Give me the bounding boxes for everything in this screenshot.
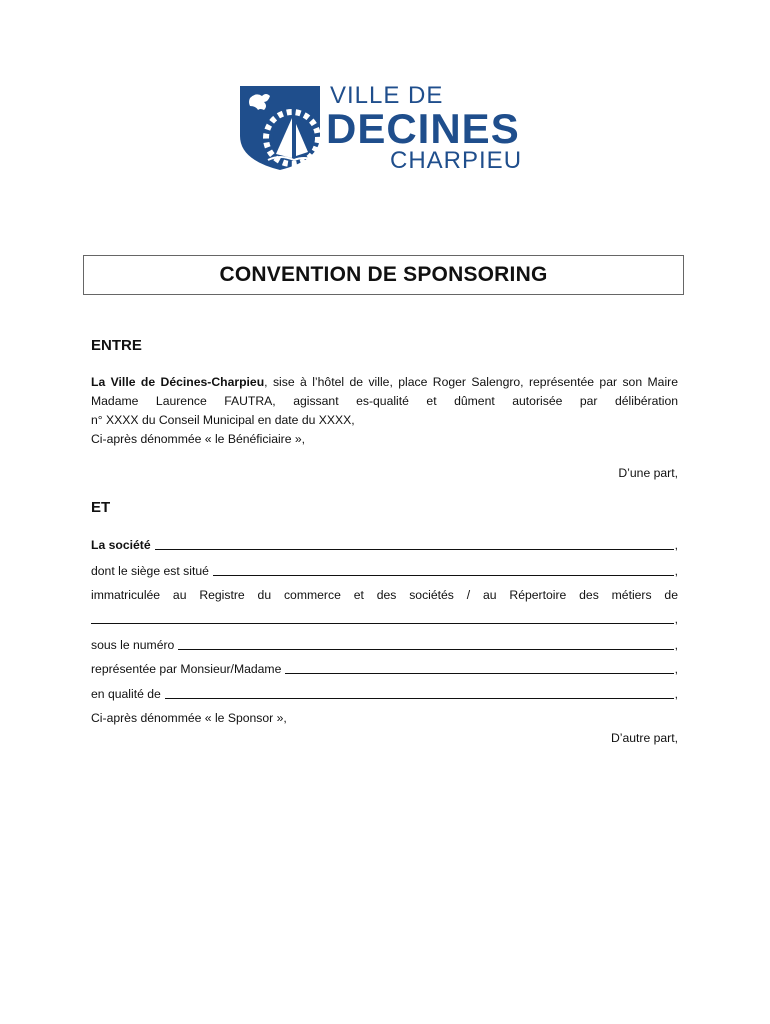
representee-line[interactable] [91, 661, 678, 677]
comma: , [674, 538, 678, 552]
societe-label: La société [91, 538, 151, 552]
et-closing: D’autre part, [610, 731, 678, 745]
immatriculee-blank[interactable] [91, 622, 674, 624]
comma: , [674, 687, 678, 701]
numero-line[interactable] [91, 637, 678, 653]
city-logo [238, 84, 538, 176]
qualite-label: en qualité de [91, 687, 161, 701]
logo-text-decines: DECINES [326, 105, 520, 152]
comma: , [674, 638, 678, 652]
comma: , [674, 564, 678, 578]
entre-line-1 [91, 373, 678, 392]
title-box [83, 255, 684, 295]
party-name: La Ville de Décines-Charpieu [91, 375, 265, 389]
siege-label: dont le siège est situé [91, 564, 209, 578]
entre-line-2: Madame Laurence FAUTRA, agissant es-qualité et dûment autorisée par délibération [91, 394, 678, 408]
heading-entre: ENTRE [91, 337, 142, 354]
siege-line[interactable] [91, 563, 678, 579]
comma: , [674, 612, 678, 626]
logo-text-charpieu: CHARPIEU [390, 147, 523, 174]
entre-line-3: n° XXXX du Conseil Municipal en date du XXXX, [91, 413, 355, 427]
siege-blank[interactable] [213, 574, 674, 576]
qualite-line[interactable] [91, 686, 678, 702]
societe-line[interactable] [91, 537, 678, 553]
numero-label: sous le numéro [91, 638, 175, 652]
representee-blank[interactable] [285, 672, 673, 674]
qualite-blank[interactable] [165, 697, 674, 699]
entre-line-1-rest: , sise à l’hôtel de ville, place Roger Salengro, représentée par son Maire [264, 375, 678, 389]
city-crest-icon [238, 84, 322, 172]
numero-blank[interactable] [178, 648, 673, 650]
et-denommee: Ci-après dénommée « le Sponsor », [91, 711, 287, 725]
heading-et: ET [91, 499, 111, 516]
comma: , [674, 662, 678, 676]
societe-blank[interactable] [155, 548, 674, 550]
logo-text-ville-de: VILLE DE [330, 82, 444, 109]
entre-closing: D’une part, [618, 466, 678, 480]
entre-line-4: Ci-après dénommée « le Bénéficiaire », [91, 432, 306, 446]
immatriculee-blank-line[interactable] [91, 611, 678, 627]
immatriculee-text: immatriculée au Registre du commerce et des sociétés / au Répertoire des métiers de [91, 588, 678, 602]
representee-label: représentée par Monsieur/Madame [91, 662, 282, 676]
document-title: CONVENTION DE SPONSORING [219, 263, 548, 286]
